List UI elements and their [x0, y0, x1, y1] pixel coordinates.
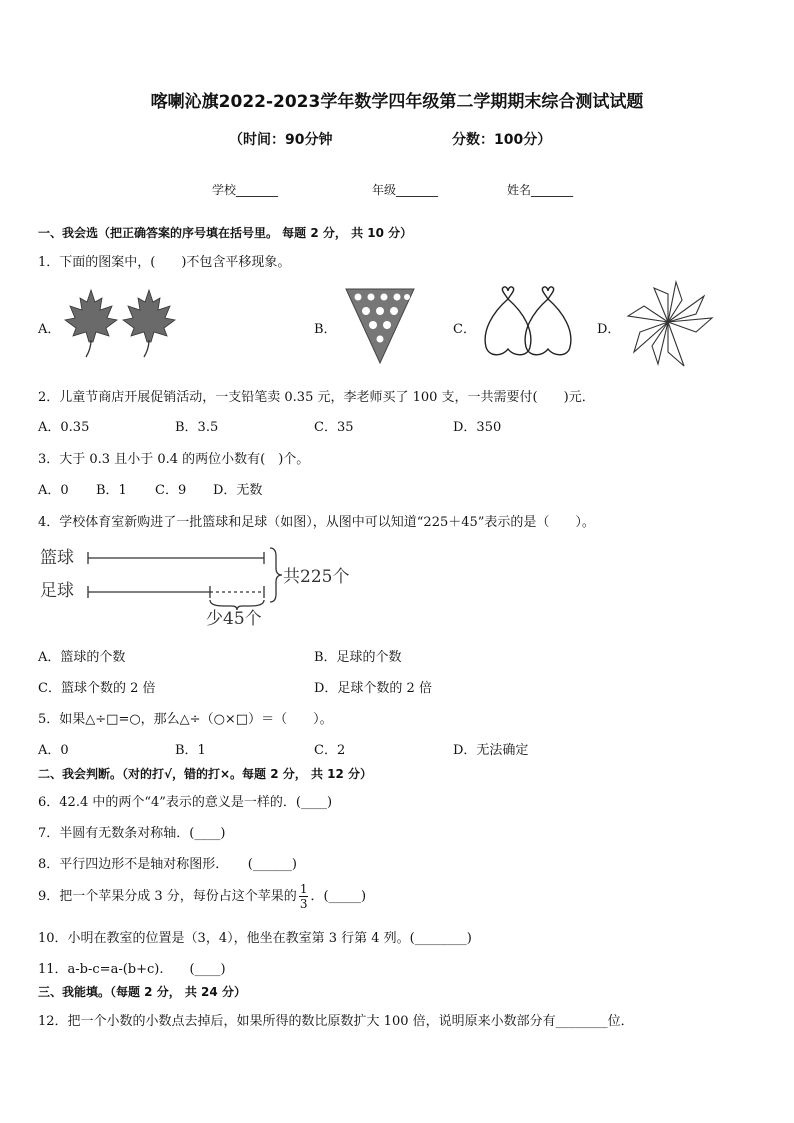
q9-numerator: 1 [299, 882, 308, 896]
exam-score: 分数：100分） [452, 132, 552, 148]
question-6: 6．42.4 中的两个“4”表示的意义是一样的．(____) [38, 795, 333, 810]
q1-option-b: B． [314, 322, 337, 337]
question-10: 10．小明在教室的位置是（3，4），他坐在教室第 3 行第 4 列。(________) [38, 931, 472, 946]
question-12: 12．把一个小数的小数点去掉后，如果所得的数比原数扩大 100 倍，说明原来小数部分有________位． [38, 1014, 634, 1029]
grade-field: 年级_______ [372, 183, 439, 197]
heart-bags-image [478, 283, 578, 363]
q1-option-c: C． [453, 322, 476, 337]
exam-time: （时间：90分钟 [229, 132, 333, 148]
question-11: 11．a-b-c=a-(b+c). (____) [38, 962, 226, 977]
flower-triangle-image [344, 287, 416, 365]
maple-leaves-image [62, 286, 180, 360]
q3-option-d: D．无数 [213, 483, 263, 498]
q2-option-b: B．3.5 [175, 420, 219, 435]
q9-fraction [299, 882, 309, 911]
q2-option-c: C．35 [314, 420, 354, 435]
q4-option-c: C．篮球个数的 2 倍 [38, 681, 156, 696]
q4-option-d: D．足球个数的 2 倍 [314, 681, 432, 696]
q1-option-d: D． [597, 322, 621, 337]
q9-denominator: 3 [299, 897, 308, 911]
diagram-total-label: 共225个 [283, 567, 350, 587]
diagram-label-football: 足球 [40, 581, 74, 601]
q3-option-a: A．0 [38, 483, 69, 498]
q2-option-a: A．0.35 [38, 420, 90, 435]
section3-heading: 三、我能填。（每题 2 分， 共 24 分） [38, 985, 246, 999]
q9-text-after: ．(_____) [310, 889, 367, 904]
q4-option-b: B．足球的个数 [314, 650, 402, 665]
line-segment-diagram [84, 544, 284, 608]
pinwheel-image [624, 280, 716, 370]
question-9 [38, 879, 366, 915]
question-1: 1．下面的图案中，( )不包含平移现象。 [38, 255, 291, 270]
q2-option-d: D．350 [453, 420, 502, 435]
diagram-less-label: 少45个 [206, 609, 262, 629]
q5-option-b: B．1 [175, 743, 206, 758]
q1-option-a: A． [38, 322, 61, 337]
question-5: 5．如果△÷□=○，那么△÷（○×□）＝（ ）。 [38, 712, 333, 727]
diagram-label-basketball: 篮球 [40, 548, 74, 568]
q5-option-c: C．2 [314, 743, 346, 758]
q9-text-before: 9．把一个苹果分成 3 分，每份占这个苹果的 [38, 889, 297, 904]
q5-option-a: A．0 [38, 743, 69, 758]
question-2: 2．儿童节商店开展促销活动，一支铅笔卖 0.35 元，李老师买了 100 支，一共需要付( )元． [38, 390, 595, 405]
page-title: 喀喇沁旗2022-2023学年数学四年级第二学期期末综合测试试题 [150, 92, 644, 112]
q3-option-b: B．1 [96, 483, 127, 498]
section2-heading: 二、我会判断。（对的打√，错的打×。每题 2 分， 共 12 分） [38, 767, 372, 781]
q3-option-c: C．9 [155, 483, 187, 498]
question-8: 8．平行四边形不是轴对称图形． (______) [38, 857, 297, 872]
question-7: 7．半圆有无数条对称轴．(____) [38, 826, 226, 841]
q4-option-a: A．篮球的个数 [38, 650, 126, 665]
question-3: 3．大于 0.3 且小于 0.4 的两位小数有( )个。 [38, 452, 310, 467]
question-4: 4．学校体育室新购进了一批篮球和足球（如图），从图中可以知道“225＋45”表示的是（ ）。 [38, 515, 595, 530]
school-field: 学校_______ [212, 183, 279, 197]
name-field: 姓名_______ [507, 183, 574, 197]
section1-heading: 一、我会选（把正确答案的序号填在括号里。 每题 2 分， 共 10 分） [38, 226, 413, 240]
q5-option-d: D．无法确定 [453, 743, 529, 758]
